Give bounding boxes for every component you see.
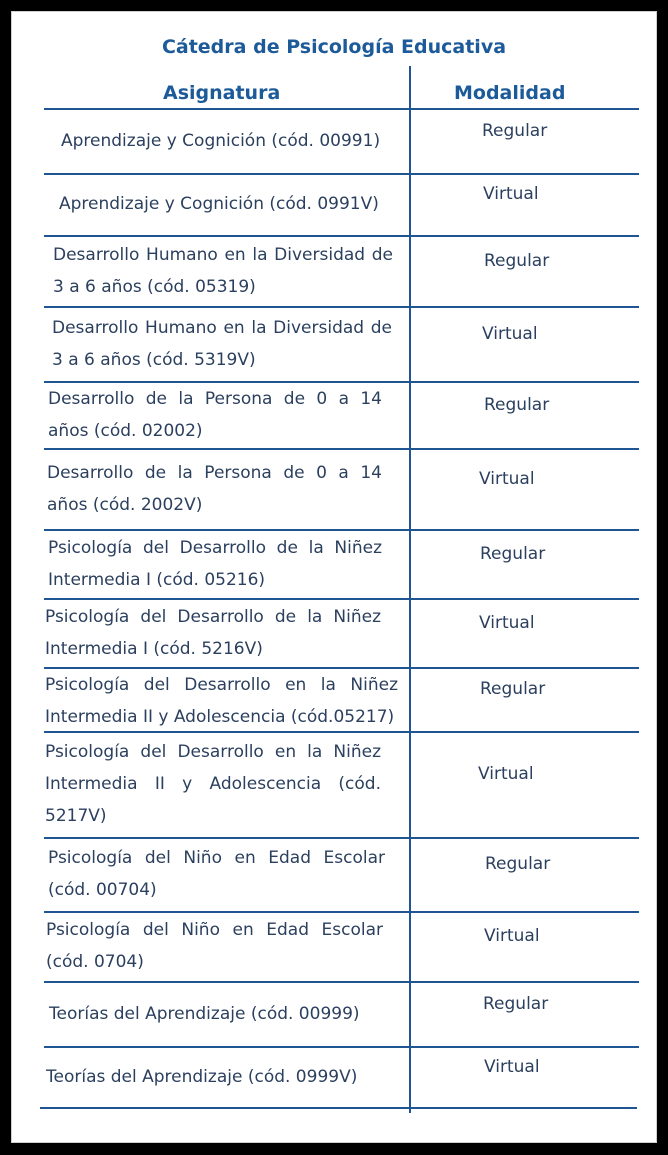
row-mode: Virtual (482, 323, 538, 344)
row-mode: Regular (480, 543, 546, 564)
row-subject: Psicología del Desarrollo en la Niñez Intermedia II y Adolescencia (cód. 5217V) (45, 742, 381, 826)
row-mode: Regular (484, 250, 550, 271)
row-mode: Regular (483, 993, 549, 1014)
row-rule (44, 837, 639, 839)
table-card (16, 16, 652, 1137)
row-subject: Desarrollo Humano en la Diversidad de 3 a 6 años (cód. 05319) (53, 244, 393, 297)
row-rule (44, 981, 639, 983)
row-subject: Aprendizaje y Cognición (cód. 00991) (61, 130, 381, 151)
row-rule (44, 306, 639, 308)
row-mode: Virtual (484, 1056, 540, 1077)
row-mode: Virtual (479, 468, 535, 489)
row-rule (44, 448, 639, 450)
row-subject: Desarrollo de la Persona de 0 a 14 años (cód. 02002) (48, 389, 382, 441)
row-rule (44, 235, 639, 237)
row-rule (44, 1046, 639, 1048)
row-subject: Aprendizaje y Cognición (cód. 0991V) (59, 194, 379, 214)
row-mode: Regular (484, 394, 550, 415)
row-mode: Virtual (484, 926, 540, 946)
row-rule (40, 1107, 637, 1109)
row-mode: Regular (485, 854, 551, 874)
row-subject: Teorías del Aprendizaje (cód. 00999) (49, 1003, 360, 1024)
column-header-mode: Modalidad (454, 82, 566, 104)
row-mode: Regular (480, 679, 546, 699)
row-mode: Virtual (478, 764, 534, 784)
row-subject: Desarrollo Humano en la Diversidad de 3 a 6 años (cód. 5319V) (52, 317, 392, 370)
image-frame (8, 8, 660, 1146)
row-subject: Psicología del Desarrollo de la Niñez Intermedia I (cód. 05216) (48, 537, 382, 590)
row-subject: Psicología del Desarrollo en la Niñez Intermedia II y Adolescencia (cód.05217) (45, 675, 398, 727)
table-title: Cátedra de Psicología Educativa (161, 36, 507, 58)
row-mode: Virtual (483, 184, 539, 204)
row-mode: Regular (482, 120, 548, 141)
row-mode: Virtual (479, 612, 535, 633)
row-subject: Desarrollo de la Persona de 0 a 14 años (cód. 2002V) (47, 462, 382, 515)
frame-inner (11, 11, 657, 1143)
row-rule (44, 108, 639, 110)
row-subject: Psicología del Niño en Edad Escolar (cód. 00704) (48, 848, 385, 900)
column-header-subject: Asignatura (163, 82, 281, 104)
row-subject: Teorías del Aprendizaje (cód. 0999V) (46, 1066, 358, 1087)
row-subject: Psicología del Niño en Edad Escolar (cód. 0704) (46, 920, 383, 972)
row-rule (44, 911, 639, 913)
row-rule (44, 173, 639, 175)
column-divider (409, 66, 411, 1113)
row-subject: Psicología del Desarrollo de la Niñez Intermedia I (cód. 5216V) (45, 606, 381, 659)
